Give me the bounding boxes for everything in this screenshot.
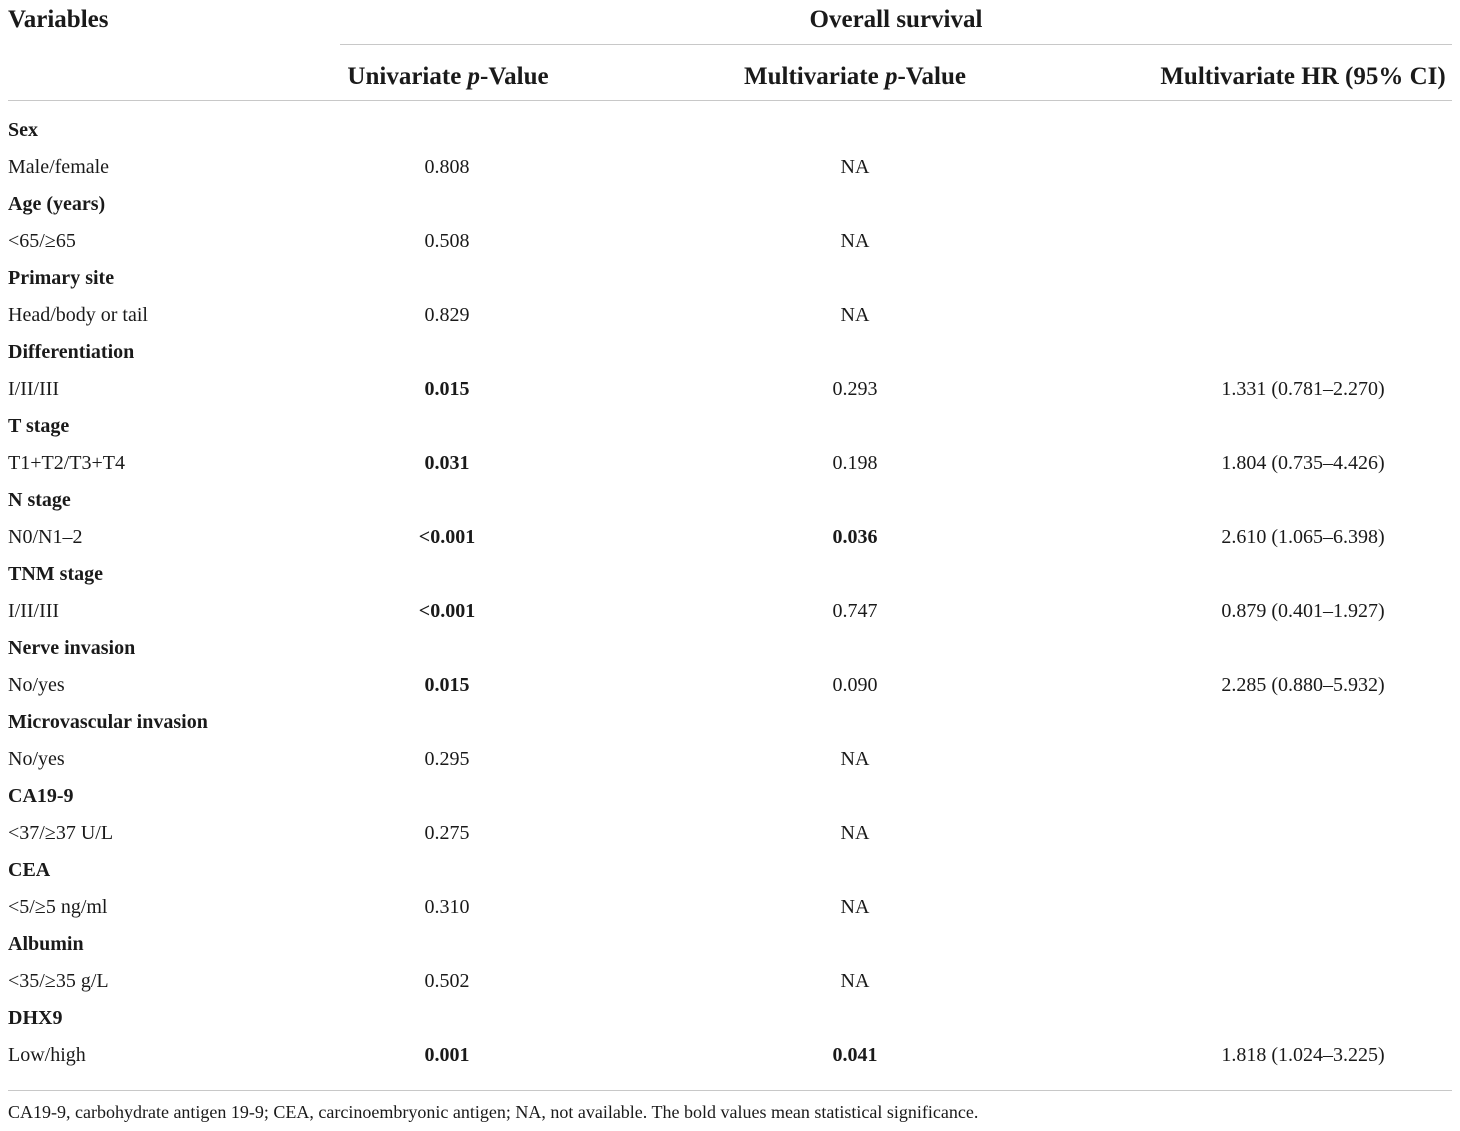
multivariate-p-value: 0.293 bbox=[832, 378, 878, 400]
variable-label: T1+T2/T3+T4 bbox=[8, 452, 125, 474]
group-header-row bbox=[0, 778, 1460, 815]
multivariate-p-value: 0.036 bbox=[832, 526, 878, 548]
group-header-row bbox=[0, 408, 1460, 445]
hazard-ratio-ci: 1.804 (0.735–4.426) bbox=[1221, 452, 1385, 474]
table-row bbox=[0, 1037, 1460, 1074]
group-header-row bbox=[0, 1000, 1460, 1037]
variable-label: Low/high bbox=[8, 1044, 86, 1066]
variable-label: <5/≥5 ng/ml bbox=[8, 896, 108, 918]
header-hr: Multivariate HR (95% CI) bbox=[1160, 63, 1446, 90]
univariate-p-value: 0.295 bbox=[424, 748, 470, 770]
group-label: CA19-9 bbox=[8, 785, 74, 807]
univariate-p-value: 0.015 bbox=[424, 378, 470, 400]
table-row bbox=[0, 741, 1460, 778]
group-label: Primary site bbox=[8, 267, 115, 289]
group-label: N stage bbox=[8, 489, 71, 511]
hazard-ratio-ci: 2.610 (1.065–6.398) bbox=[1221, 526, 1385, 548]
header-overall-survival: Overall survival bbox=[809, 6, 983, 33]
variable-label: <65/≥65 bbox=[8, 230, 76, 252]
univariate-p-value: 0.275 bbox=[424, 822, 470, 844]
multivariate-p-value: NA bbox=[840, 896, 870, 918]
variable-label: N0/N1–2 bbox=[8, 526, 83, 548]
multivariate-p-value: 0.090 bbox=[832, 674, 878, 696]
table-row bbox=[0, 593, 1460, 630]
table-row bbox=[0, 149, 1460, 186]
group-label: Nerve invasion bbox=[8, 637, 136, 659]
multivariate-p-value: NA bbox=[840, 156, 870, 178]
header-variables: Variables bbox=[8, 6, 109, 33]
multivariate-p-value: NA bbox=[840, 748, 870, 770]
table-row bbox=[0, 889, 1460, 926]
group-label: CEA bbox=[8, 859, 51, 881]
header-span-rule bbox=[340, 44, 1452, 45]
variable-label: No/yes bbox=[8, 748, 65, 770]
group-header-row bbox=[0, 926, 1460, 963]
group-label: Albumin bbox=[8, 933, 84, 955]
group-header-row bbox=[0, 630, 1460, 667]
group-label: DHX9 bbox=[8, 1007, 63, 1029]
header-bottom-rule bbox=[8, 100, 1452, 101]
variable-label: No/yes bbox=[8, 674, 65, 696]
hazard-ratio-ci: 1.818 (1.024–3.225) bbox=[1221, 1044, 1385, 1066]
univariate-p-value: 0.001 bbox=[424, 1044, 470, 1066]
table-row bbox=[0, 297, 1460, 334]
multivariate-p-value: 0.198 bbox=[832, 452, 878, 474]
header-univariate: Univariate p-Value bbox=[347, 63, 549, 90]
multivariate-p-value: 0.747 bbox=[832, 600, 878, 622]
hazard-ratio-ci: 2.285 (0.880–5.932) bbox=[1221, 674, 1385, 696]
group-header-row bbox=[0, 112, 1460, 149]
univariate-p-value: 0.502 bbox=[424, 970, 470, 992]
table-row bbox=[0, 445, 1460, 482]
variable-label: <37/≥37 U/L bbox=[8, 822, 114, 844]
univariate-p-value: 0.808 bbox=[424, 156, 470, 178]
variable-label: Head/body or tail bbox=[8, 304, 148, 326]
univariate-p-value: 0.031 bbox=[424, 452, 470, 474]
univariate-p-value: 0.310 bbox=[424, 896, 470, 918]
hazard-ratio-ci: 0.879 (0.401–1.927) bbox=[1221, 600, 1385, 622]
table-row bbox=[0, 371, 1460, 408]
group-label: Age (years) bbox=[8, 193, 106, 215]
table-row bbox=[0, 223, 1460, 260]
multivariate-p-value: 0.041 bbox=[832, 1044, 878, 1066]
univariate-p-value: <0.001 bbox=[418, 600, 476, 622]
group-label: Microvascular invasion bbox=[8, 711, 208, 733]
table-row bbox=[0, 963, 1460, 1000]
univariate-p-value: <0.001 bbox=[418, 526, 476, 548]
univariate-p-value: 0.829 bbox=[424, 304, 470, 326]
header-multivariate: Multivariate p-Value bbox=[744, 63, 966, 90]
group-header-row bbox=[0, 186, 1460, 223]
group-header-row bbox=[0, 704, 1460, 741]
group-header-row bbox=[0, 556, 1460, 593]
multivariate-p-value: NA bbox=[840, 822, 870, 844]
table-bottom-rule bbox=[8, 1090, 1452, 1091]
table-row bbox=[0, 519, 1460, 556]
table-row bbox=[0, 667, 1460, 704]
group-header-row bbox=[0, 852, 1460, 889]
variable-label: I/II/III bbox=[8, 378, 60, 400]
univariate-p-value: 0.508 bbox=[424, 230, 470, 252]
table-footnote: CA19-9, carbohydrate antigen 19-9; CEA, carcinoembryonic antigen; NA, not available. The bold values mean statistical significance. bbox=[8, 1102, 979, 1122]
variable-label: Male/female bbox=[8, 156, 110, 178]
group-label: Differentiation bbox=[8, 341, 135, 363]
group-label: Sex bbox=[8, 119, 38, 141]
group-label: T stage bbox=[8, 415, 70, 437]
group-label: TNM stage bbox=[8, 563, 103, 585]
multivariate-p-value: NA bbox=[840, 970, 870, 992]
univariate-p-value: 0.015 bbox=[424, 674, 470, 696]
multivariate-p-value: NA bbox=[840, 230, 870, 252]
variable-label: I/II/III bbox=[8, 600, 60, 622]
group-header-row bbox=[0, 482, 1460, 519]
group-header-row bbox=[0, 260, 1460, 297]
multivariate-p-value: NA bbox=[840, 304, 870, 326]
table-row bbox=[0, 815, 1460, 852]
variable-label: <35/≥35 g/L bbox=[8, 970, 109, 992]
hazard-ratio-ci: 1.331 (0.781–2.270) bbox=[1221, 378, 1385, 400]
group-header-row bbox=[0, 334, 1460, 371]
